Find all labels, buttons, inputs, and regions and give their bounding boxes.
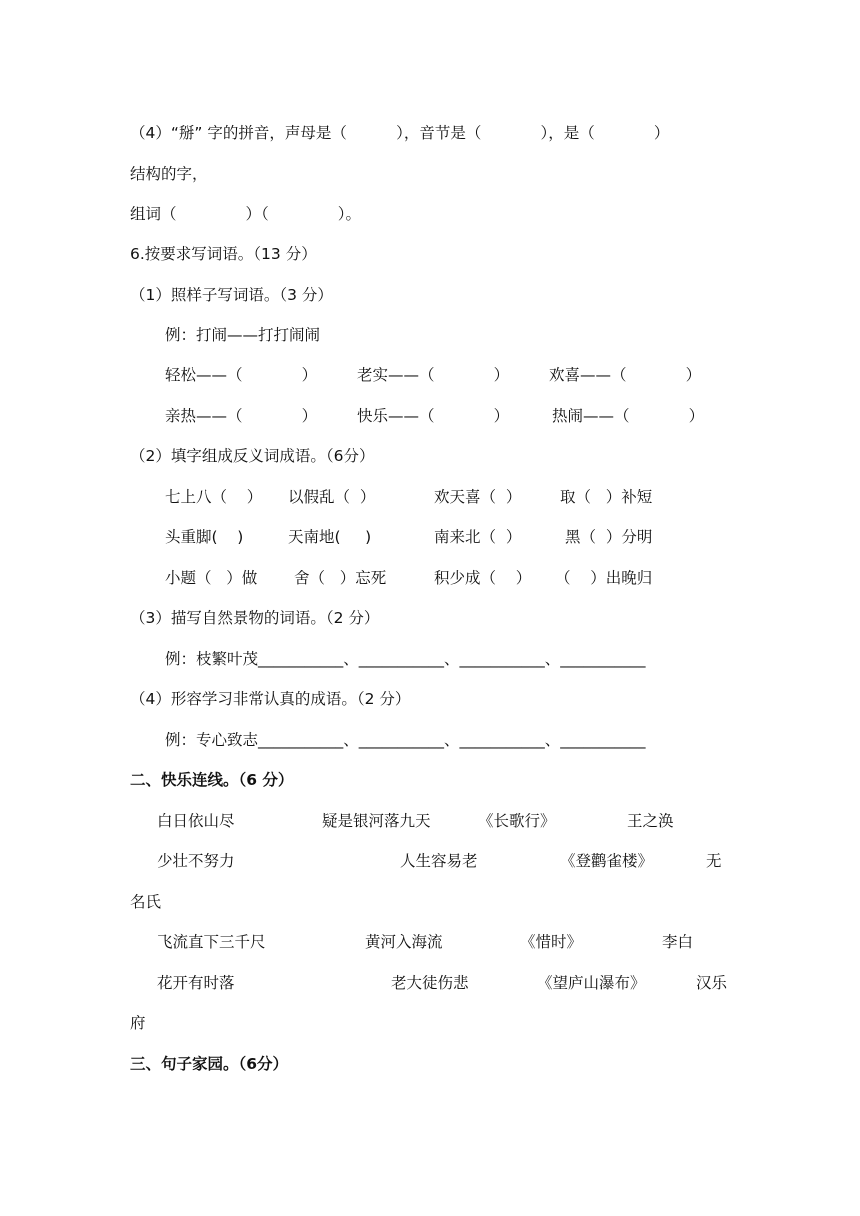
- q6-p2-item: （ ）出晚归: [555, 569, 653, 587]
- match-item: 花开有时落: [157, 974, 235, 992]
- match-wrap: 名氏: [130, 893, 162, 911]
- match-item: 王之涣: [627, 812, 674, 830]
- q6-p1-item: 亲热——（ ）: [165, 407, 318, 425]
- q6-p2-item: 小题（ ）做: [165, 569, 258, 587]
- q6-p2-title: （2）填字组成反义词成语。（6分）: [130, 447, 375, 465]
- match-item: 老大徒伤悲: [391, 974, 469, 992]
- q6-p2-item: 头重脚( ): [165, 528, 244, 546]
- section-3-title: 三、句子家园。（6分）: [130, 1055, 289, 1073]
- q6-p2-item: 七上八（ ）: [165, 488, 263, 506]
- q6-p1-item: 欢喜——（ ）: [549, 366, 702, 384]
- q6-p1-item: 轻松——（ ）: [165, 366, 318, 384]
- match-wrap: 府: [130, 1014, 146, 1032]
- q6-p1-title: （1）照样子写词语。（3 分）: [130, 286, 333, 304]
- q4-line3: 组词（ ）（ ）。: [130, 205, 361, 223]
- q6-p2-item: 舍（ ）忘死: [294, 569, 387, 587]
- match-item: 《望庐山瀑布》: [537, 974, 646, 992]
- q6-p1-item: 老实——（ ）: [357, 366, 510, 384]
- q6-p4-example: 例：专心致志___________、___________、___________、___________: [165, 731, 646, 749]
- q6-p1-example: 例：打闹——打打闹闹: [165, 326, 321, 344]
- q6-p2-item: 南来北（ ）: [434, 528, 522, 546]
- q6-p1-item: 快乐——（ ）: [357, 407, 510, 425]
- q6-p2-item: 积少成（ ）: [434, 569, 532, 587]
- match-item: 无: [706, 852, 722, 870]
- q6-p2-item: 黑（ ）分明: [565, 528, 653, 546]
- match-item: 白日依山尽: [157, 812, 235, 830]
- match-item: 汉乐: [696, 974, 728, 992]
- q6-p3-title: （3）描写自然景物的词语。（2 分）: [130, 609, 380, 627]
- match-item: 《登鹳雀楼》: [560, 852, 654, 870]
- q6-p2-item: 以假乱（ ）: [288, 488, 376, 506]
- section-2-title: 二、快乐连线。（6 分）: [130, 771, 294, 789]
- match-item: 少壮不努力: [157, 852, 235, 870]
- q6-p2-item: 取（ ）补短: [560, 488, 653, 506]
- q6-p4-title: （4）形容学习非常认真的成语。（2 分）: [130, 690, 411, 708]
- match-item: 李白: [662, 933, 694, 951]
- q6-p1-item: 热闹——（ ）: [552, 407, 705, 425]
- match-item: 《惜时》: [520, 933, 583, 951]
- q4-line1: （4）“掰” 字的拼音，声母是（ ），音节是（ ），是（ ）: [130, 124, 670, 142]
- match-item: 人生容易老: [400, 852, 478, 870]
- match-item: 《长歌行》: [478, 812, 556, 830]
- match-item: 飞流直下三千尺: [157, 933, 266, 951]
- q6-title: 6.按要求写词语。（13 分）: [130, 245, 317, 263]
- match-item: 疑是银河落九天: [322, 812, 431, 830]
- q6-p2-item: 天南地( ): [288, 528, 372, 546]
- q4-line2: 结构的字，: [130, 165, 208, 183]
- q6-p3-example: 例：枝繁叶茂___________、___________、___________、___________: [165, 650, 646, 668]
- q6-p2-item: 欢天喜（ ）: [434, 488, 522, 506]
- match-item: 黄河入海流: [365, 933, 443, 951]
